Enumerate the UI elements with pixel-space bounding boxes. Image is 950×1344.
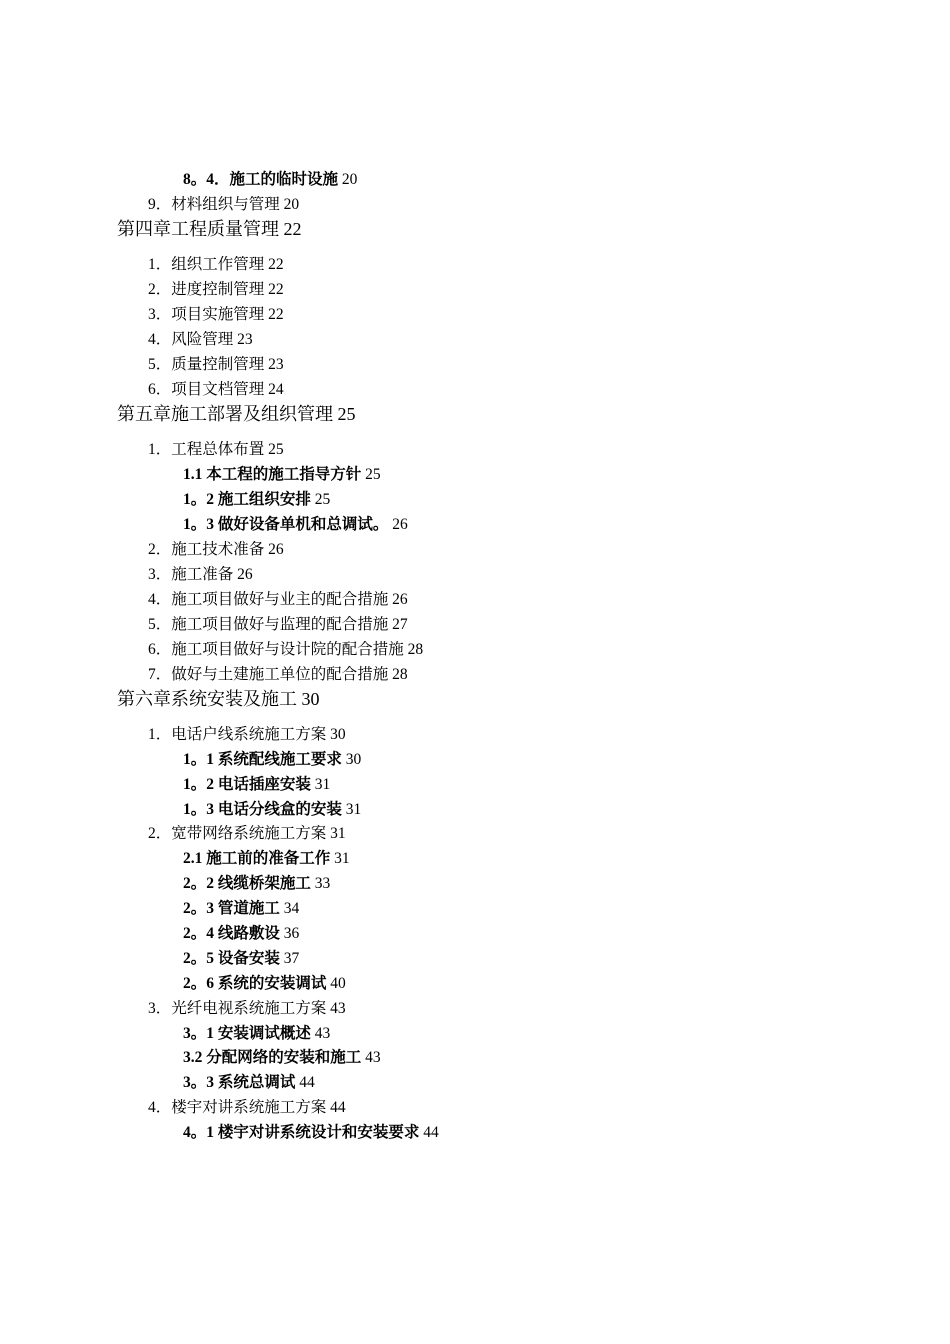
toc-entry-page: 26 (268, 541, 284, 558)
toc-entry-level1[interactable] (148, 257, 284, 273)
toc-entry-title: 2．进度控制管理 (148, 281, 265, 298)
toc-entry-level1[interactable] (148, 282, 284, 298)
toc-entry-level2[interactable] (183, 876, 330, 892)
toc-entry-level1[interactable] (148, 567, 253, 583)
toc-entry-level2[interactable] (183, 926, 299, 942)
toc-entry-level2[interactable] (183, 517, 408, 533)
toc-entry-title: 5．施工项目做好与监理的配合措施 (148, 616, 389, 633)
toc-entry-page: 44 (330, 1099, 346, 1116)
toc-entry-title: 1．工程总体布置 (148, 441, 265, 458)
toc-entry-level2[interactable] (183, 467, 381, 483)
toc-entry-level2[interactable] (183, 951, 299, 967)
toc-entry-page: 25 (268, 441, 284, 458)
toc-entry-title: 2。3 管道施工 (183, 900, 280, 917)
toc-entry-title: 2。5 设备安装 (183, 950, 280, 967)
toc-entry-title: 7．做好与土建施工单位的配合措施 (148, 666, 389, 683)
toc-entry-level1[interactable] (148, 826, 346, 842)
toc-entry-title: 第四章工程质量管理 (117, 219, 279, 239)
toc-entry-page: 43 (314, 1025, 331, 1042)
toc-entry-page: 26 (237, 566, 253, 583)
toc-entry-title: 6．项目文档管理 (148, 381, 265, 398)
toc-entry-level1[interactable] (148, 667, 408, 683)
toc-entry-level2[interactable] (183, 492, 330, 508)
toc-entry-page: 20 (341, 171, 358, 188)
toc-entry-level2[interactable] (183, 851, 350, 867)
toc-entry-level2[interactable] (183, 976, 346, 992)
toc-entry-level1[interactable] (148, 382, 284, 398)
toc-entry-page: 30 (301, 689, 320, 709)
toc-entry-title: 1．电话户线系统施工方案 (148, 726, 327, 743)
toc-entry-level1[interactable] (148, 642, 423, 658)
toc-entry-level2[interactable] (183, 1026, 330, 1042)
toc-entry-page: 44 (423, 1124, 439, 1141)
toc-entry-title: 1.1 本工程的施工指导方针 (183, 466, 362, 483)
toc-entry-page: 27 (392, 616, 408, 633)
toc-entry-title: 2。6 系统的安装调试 (183, 975, 327, 992)
toc-entry-page: 30 (330, 726, 346, 743)
toc-entry-page: 31 (330, 825, 346, 842)
toc-entry-page: 34 (283, 900, 300, 917)
toc-entry-title: 4．楼宇对讲系统施工方案 (148, 1099, 327, 1116)
toc-entry-level1[interactable] (148, 1001, 346, 1017)
toc-entry-title: 4。1 楼宇对讲系统设计和安装要求 (183, 1124, 420, 1141)
toc-entry-page: 31 (334, 850, 350, 867)
toc-entry-page: 20 (283, 196, 300, 213)
toc-entry-title: 1。1 系统配线施工要求 (183, 751, 342, 768)
toc-entry-title: 第六章系统安装及施工 (117, 689, 297, 709)
toc-entry-title: 5．质量控制管理 (148, 356, 265, 373)
toc-entry-page: 26 (392, 591, 408, 608)
toc-entry-title: 3。1 安装调试概述 (183, 1025, 311, 1042)
toc-entry-level1[interactable] (148, 332, 253, 348)
toc-entry-page: 40 (330, 975, 346, 992)
toc-entry-page: 43 (330, 1000, 346, 1017)
toc-entry-page: 25 (337, 404, 356, 424)
toc-entry-title: 2．宽带网络系统施工方案 (148, 825, 327, 842)
toc-entry-page: 31 (314, 776, 331, 793)
toc-entry-title: 8。4．施工的临时设施 (183, 171, 339, 188)
toc-entry-page: 30 (345, 751, 362, 768)
toc-entry-page: 28 (392, 666, 408, 683)
toc-chapter-heading[interactable] (117, 690, 320, 708)
toc-entry-level2[interactable] (183, 777, 330, 793)
toc-entry-page: 26 (392, 516, 408, 533)
toc-entry-level2[interactable] (183, 752, 361, 768)
toc-chapter-heading[interactable] (117, 405, 356, 423)
toc-entry-page: 25 (365, 466, 381, 483)
toc-entry-page: 22 (268, 256, 284, 273)
toc-entry-page: 28 (407, 641, 424, 658)
toc-entry-title: 2.1 施工前的准备工作 (183, 850, 331, 867)
toc-entry-page: 31 (345, 801, 362, 818)
toc-entry-page: 33 (314, 875, 331, 892)
toc-entry-page: 25 (314, 491, 331, 508)
toc-entry-page: 23 (237, 331, 253, 348)
toc-entry-page: 37 (283, 950, 300, 967)
toc-entry-page: 22 (268, 306, 284, 323)
toc-entry-level1[interactable] (148, 197, 299, 213)
toc-entry-title: 3．光纤电视系统施工方案 (148, 1000, 327, 1017)
toc-entry-title: 3．项目实施管理 (148, 306, 265, 323)
toc-entry-level1[interactable] (148, 617, 408, 633)
toc-entry-title: 6．施工项目做好与设计院的配合措施 (148, 641, 404, 658)
toc-entry-level2[interactable] (183, 802, 361, 818)
toc-entry-level2[interactable] (183, 1125, 439, 1141)
toc-entry-page: 43 (365, 1049, 381, 1066)
toc-entry-level2[interactable] (183, 901, 299, 917)
toc-entry-page: 24 (268, 381, 284, 398)
toc-entry-title: 3．施工准备 (148, 566, 234, 583)
toc-entry-level2[interactable] (183, 1075, 315, 1091)
toc-entry-page: 22 (268, 281, 284, 298)
toc-entry-page: 44 (299, 1074, 315, 1091)
toc-entry-title: 9．材料组织与管理 (148, 196, 280, 213)
toc-entry-title: 3。3 系统总调试 (183, 1074, 296, 1091)
toc-entry-title: 1．组织工作管理 (148, 256, 265, 273)
toc-entry-level1[interactable] (148, 307, 284, 323)
toc-entry-title: 1。2 电话插座安装 (183, 776, 311, 793)
toc-entry-title: 2．施工技术准备 (148, 541, 265, 558)
toc-entry-page: 23 (268, 356, 284, 373)
toc-entry-level1[interactable] (148, 357, 284, 373)
toc-chapter-heading[interactable] (117, 220, 302, 238)
toc-entry-page: 22 (283, 219, 302, 239)
toc-entry-level1[interactable] (148, 727, 346, 743)
toc-entry-title: 2。4 线路敷设 (183, 925, 280, 942)
toc-entry-page: 36 (283, 925, 300, 942)
toc-entry-level2[interactable] (183, 172, 357, 188)
toc-entry-title: 4．风险管理 (148, 331, 234, 348)
toc-entry-level1[interactable] (148, 1100, 346, 1116)
toc-entry-level1[interactable] (148, 442, 284, 458)
toc-entry-title: 2。2 线缆桥架施工 (183, 875, 311, 892)
toc-entry-level2[interactable] (183, 1050, 381, 1066)
toc-entry-level1[interactable] (148, 542, 284, 558)
toc-entry-title: 1。3 电话分线盒的安装 (183, 801, 342, 818)
toc-entry-title: 4．施工项目做好与业主的配合措施 (148, 591, 389, 608)
toc-entry-title: 1。3 做好设备单机和总调试。 (183, 516, 389, 533)
toc-entry-title: 3.2 分配网络的安装和施工 (183, 1049, 362, 1066)
toc-entry-level1[interactable] (148, 592, 408, 608)
toc-entry-title: 第五章施工部署及组织管理 (117, 404, 333, 424)
toc-entry-title: 1。2 施工组织安排 (183, 491, 311, 508)
